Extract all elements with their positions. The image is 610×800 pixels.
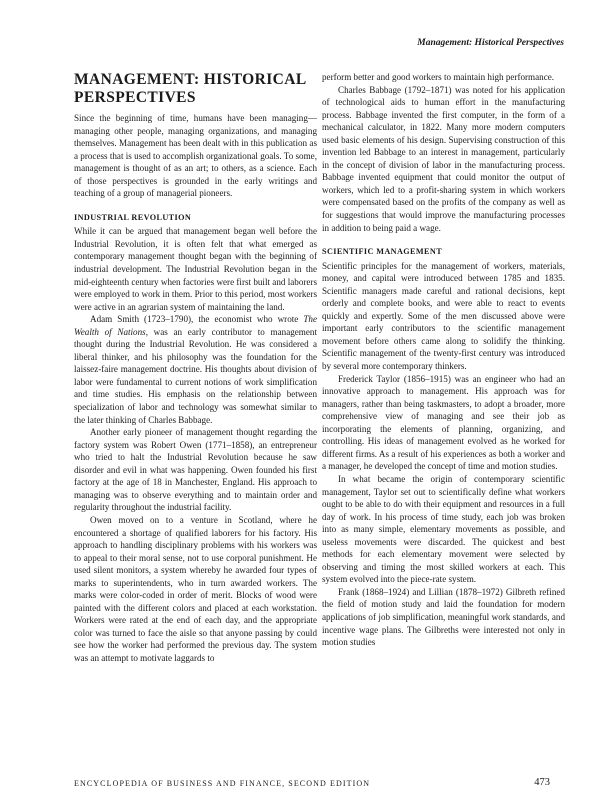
article-title: MANAGEMENT: HISTORICAL PERSPECTIVES (74, 71, 306, 106)
owen-continued-paragraph: perform better and good workers to maintain high performance. (322, 72, 555, 82)
industrial-revolution-heading: INDUSTRIAL REVOLUTION (74, 212, 192, 222)
frederick-taylor-paragraph: Frederick Taylor (1856–1915) was an engineer who had an innovative approach to management. His approach was for managers, rather than being taskmasters, to adopt a broader, more comprehensive view of managing and see their job as incorporating the elements of planning, organizing, and controlling. His ideas of management evolved as he worked for different firms. As a result of his experiences as both a worker and a manager, he developed the concept of time and motion studies. (322, 373, 565, 472)
page-footer (74, 779, 550, 788)
time-study-paragraph: In what became the origin of contemporary scientific management, Taylor set out to scientifically define what workers ought to be able to do with their equipment and resources in a full day of work. In his process of time study, each job was broken into as many simple, elementary movements as possible, and useless movements were discarded. The quickest and best methods for each elementary movement were selected by observing and timing the most skilled workers at each. This system evolved into the piece-rate system. (322, 473, 565, 585)
left-column (74, 71, 317, 665)
page-number: 473 (534, 777, 550, 788)
scientific-paragraph-1: Scientific principles for the management of workers, materials, money, and capital were introduced between 1785 and 1835. Scientific managers made careful and rational decisions, kept orderly and complete books, and were able to react to events quickly and expertly. Some of the men discussed above were important early contributors to the scientific management movement before others came along to solidify the thinking. Scientific management of the twenty-first century was introduced by several more contemporary thinkers. (322, 260, 565, 372)
gilbreth-paragraph: Frank (1868–1924) and Lillian (1878–1972) Gilbreth refined the field of motion study and laid the foundation for modern applications of job simplification, meaningful work standards, and incentive wage plans. The Gilbreths were interested not only in motion studies (322, 586, 565, 648)
running-head: Management: Historical Perspectives (417, 38, 564, 48)
owen-scotland-paragraph: Owen moved on to a venture in Scotland, where he encountered a shortage of qualified laborers for his factory. His approach to handling disciplinary problems with his workers was to appeal to their moral sense, not to use corporal punishment. He used silent monitors, a system whereby he awarded four types of marks to superintendents, who in turn awarded workers. The marks were color-coded in order of merit. Blocks of wood were painted with the different colors and placed at each workstation. Workers were rated at the end of each day, and the appropriate color was turned to face the aisle so that anyone passing by could see how the worker had performed the previous day. The system was an attempt to motivate laggards to (74, 514, 317, 663)
book-title-wealth-of-nations: The Wealth of Nations, (74, 314, 317, 337)
intro-paragraph: Since the beginning of time, humans have been managing—managing other people, managing organizations, and managing themselves. Management has been dealt with in this publication as a process that is used to accomplish organizational goals. To some, management is thought of as an art; to others, as a science. Each of those perspectives is grounded in the early writings and teaching of a group of managerial pioneers. (74, 113, 317, 199)
adam-smith-text-start: Adam Smith (1723–1790), the economist who wrote (90, 314, 304, 325)
adam-smith-paragraph (74, 313, 317, 426)
charles-babbage-paragraph: Charles Babbage (1792–1871) was noted for his application of technological aids to human effort in the manufacturing process. Babbage invented the first computer, in the form of a mechanical calculator, in 1822. Many more modern computers used basic elements of his design. Supervising construction of this invention led Babbage to an interest in management, particularly in the concept of division of labor in the manufacturing process. Babbage invented equipment that could monitor the output of workers, which led to a profit-sharing system in which workers were compensated based on the profits of the company as well as for suggestions that would improve the manufacturing processes in addition to being paid a wage. (322, 84, 565, 233)
right-column (322, 71, 565, 649)
industrial-paragraph-1: While it can be argued that management began well before the Industrial Revolution, it is often felt that what emerged as contemporary management thought began with the beginning of industrial development. The Industrial Revolution began in the mid-eighteenth century when factories were first built and laborers were employed to work in them. Prior to this period, most workers were active in an agrarian system of maintaining the land. (74, 226, 317, 312)
adam-smith-text-end: was an early contributor to management thought during the Industrial Revolution. He was considered a liberal thinker, and his philosophy was the foundation for the laissez-faire management doctrine. His thoughts about division of labor were fundamental to current notions of work simplification and time studies. His emphasis on the relationship between specialization of labor and technology was somewhat similar to the later thinking of Charles Babbage. (74, 326, 317, 425)
scientific-management-heading: SCIENTIFIC MANAGEMENT (322, 247, 443, 257)
footer-book-title: ENCYCLOPEDIA OF BUSINESS AND FINANCE, SECOND EDITION (74, 779, 371, 788)
robert-owen-paragraph: Another early pioneer of management thought regarding the factory system was Robert Owen (1771–1858), an entrepreneur who tried to halt the Industrial Revolution because he saw disorder and evil in what was happening. Owen founded his first factory at the age of 18 in Manchester, England. His approach to managing was to observe everything and to maintain order and regularity throughout the industrial facility. (74, 427, 317, 513)
